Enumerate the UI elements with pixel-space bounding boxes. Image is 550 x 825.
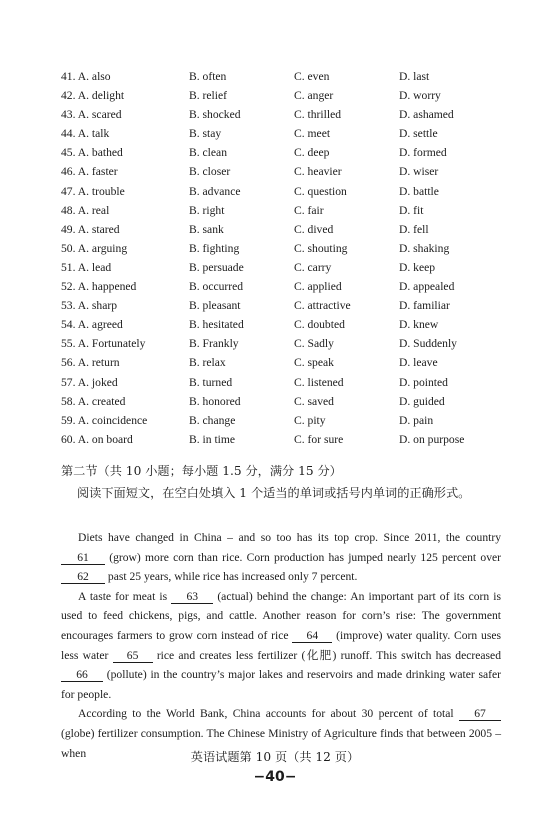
option-c: C. for sure (294, 432, 344, 446)
option-row (61, 430, 501, 449)
option-c: C. even (294, 70, 330, 83)
option-c: C. question (294, 184, 347, 198)
option-d: D. shaking (399, 241, 450, 255)
option-d: D. familiar (399, 299, 450, 313)
option-row (61, 220, 501, 239)
passage-text: (pollute) in the country’s major lakes and reservoirs and made drinking water safer for people. (61, 668, 501, 701)
option-d: D. ashamed (399, 108, 454, 122)
section-heading: 第二节（共 10 小题；每小题 1.5 分，满分 15 分） (61, 464, 342, 478)
option-c: C. heavier (294, 165, 342, 179)
option-d: D. appealed (399, 280, 455, 294)
option-b: B. pleasant (189, 299, 241, 313)
option-row (61, 201, 501, 220)
option-a: 60. A. on board (61, 432, 133, 446)
option-d: D. wiser (399, 165, 439, 179)
option-c: C. anger (294, 89, 334, 103)
option-a: 48. A. real (61, 203, 110, 217)
option-row (61, 239, 501, 258)
option-b: B. right (189, 203, 225, 217)
option-d: D. leave (399, 356, 438, 370)
option-d: D. settle (399, 127, 438, 141)
reading-passage (61, 528, 501, 763)
option-a: 49. A. stared (61, 222, 120, 236)
option-a: 58. A. created (61, 394, 126, 408)
option-d: D. pointed (399, 375, 448, 389)
option-row (61, 392, 501, 411)
option-row (61, 258, 501, 277)
option-d: D. Suddenly (399, 337, 457, 351)
option-a: 41. A. also (61, 70, 111, 83)
option-b: B. advance (189, 184, 241, 198)
option-c: C. shouting (294, 241, 348, 255)
option-row (61, 67, 501, 86)
answer-blank: 67 (459, 707, 501, 721)
option-d: D. fit (399, 203, 424, 217)
page-footer-title: 英语试题第 10 页（共 12 页） (190, 750, 360, 764)
option-d: D. worry (399, 89, 441, 103)
option-b: B. in time (189, 432, 236, 446)
option-row (61, 143, 501, 162)
option-c: C. dived (294, 222, 334, 236)
option-row (61, 315, 501, 334)
option-d: D. pain (399, 413, 434, 427)
option-a: 43. A. scared (61, 108, 122, 122)
answer-blank: 62 (61, 570, 105, 584)
answer-blank: 64 (292, 629, 332, 643)
passage-text: (actual) behind the change: An important part of its corn is used to feed chickens, pigs, and cattle. Another reason for corn’s rise: The government encourages farmers to grow corn instead of rice (61, 589, 501, 642)
option-c: C. meet (294, 127, 331, 141)
option-d: D. on purpose (399, 432, 465, 446)
option-b: B. relief (189, 89, 227, 103)
option-a: 45. A. bathed (61, 146, 123, 160)
option-c: C. speak (294, 356, 334, 370)
option-c: C. saved (294, 394, 334, 408)
option-a: 51. A. lead (61, 260, 112, 274)
option-a: 44. A. talk (61, 127, 110, 141)
passage-text: (improve) water quality. Corn uses less water (61, 628, 501, 662)
option-c: C. applied (294, 280, 342, 294)
option-c: C. pity (294, 413, 326, 427)
option-row (61, 182, 501, 201)
option-a: 56. A. return (61, 356, 120, 370)
option-row (61, 124, 501, 143)
option-row (61, 411, 501, 430)
option-c: C. thrilled (294, 108, 342, 122)
option-row (61, 334, 501, 353)
option-row (61, 162, 501, 181)
passage-text: A taste for meat is (78, 589, 172, 603)
option-a: 46. A. faster (61, 165, 118, 179)
option-a: 59. A. coincidence (61, 413, 148, 427)
passage-paragraph (61, 528, 501, 587)
option-b: B. change (189, 413, 236, 427)
passage-text: (globe) fertilizer consumption. The Chinese Ministry of Agriculture finds that between 2005 – when (61, 726, 501, 760)
option-b: B. often (189, 70, 227, 83)
passage-text: rice and creates less fertilizer (化肥) runoff. This switch has decreased (152, 648, 501, 662)
option-a: 53. A. sharp (61, 299, 118, 313)
answer-blank: 61 (61, 551, 105, 565)
option-a: 52. A. happened (61, 280, 137, 294)
option-row (61, 296, 501, 315)
answer-blank: 65 (113, 649, 153, 663)
option-c: C. fair (294, 203, 324, 217)
option-d: D. formed (399, 146, 447, 160)
option-b: B. relax (189, 356, 226, 370)
option-b: B. shocked (189, 108, 241, 122)
option-c: C. carry (294, 260, 332, 274)
option-row (61, 373, 501, 392)
option-a: 47. A. trouble (61, 184, 125, 198)
option-c: C. deep (294, 146, 330, 160)
answer-blank: 66 (61, 668, 103, 682)
option-b: B. fighting (189, 241, 240, 255)
option-c: C. doubted (294, 318, 345, 332)
option-b: B. occurred (189, 280, 244, 294)
option-a: 42. A. delight (61, 89, 125, 103)
option-d: D. battle (399, 184, 439, 198)
option-b: B. hesitated (189, 318, 244, 332)
passage-text: Diets have changed in China – and so too has its top crop. Since 2011, the country (78, 531, 501, 544)
option-row (61, 353, 501, 372)
option-b: B. persuade (189, 260, 244, 274)
option-row (61, 86, 501, 105)
option-d: D. fell (399, 222, 429, 236)
option-b: B. turned (189, 375, 233, 389)
options-table (61, 67, 501, 449)
option-row (61, 277, 501, 296)
passage-text: (grow) more corn than rice. Corn production has jumped nearly 125 percent over (105, 550, 501, 564)
option-a: 54. A. agreed (61, 318, 123, 332)
option-d: D. keep (399, 260, 436, 274)
option-a: 55. A. Fortunately (61, 337, 146, 351)
option-row (61, 105, 501, 124)
passage-text: According to the World Bank, China accounts for about 30 percent of total (78, 707, 459, 721)
option-b: B. closer (189, 165, 231, 179)
option-d: D. knew (399, 318, 439, 332)
option-d: D. last (399, 70, 430, 83)
option-a: 57. A. joked (61, 375, 118, 389)
option-a: 50. A. arguing (61, 241, 128, 255)
option-b: B. Frankly (189, 337, 239, 351)
option-c: C. attractive (294, 299, 351, 313)
option-d: D. guided (399, 394, 445, 408)
passage-paragraph (61, 587, 501, 705)
option-c: C. Sadly (294, 337, 334, 351)
page-number: −40− (253, 769, 297, 785)
option-b: B. stay (189, 127, 222, 141)
section-instruction: 阅读下面短文，在空白处填入 1 个适当的单词或括号内单词的正确形式。 (77, 486, 471, 500)
option-b: B. clean (189, 146, 227, 160)
answer-blank: 63 (171, 590, 213, 604)
option-c: C. listened (294, 375, 344, 389)
passage-text: past 25 years, while rice has increased only 7 percent. (105, 570, 358, 584)
option-b: B. sank (189, 222, 224, 236)
option-b: B. honored (189, 394, 241, 408)
